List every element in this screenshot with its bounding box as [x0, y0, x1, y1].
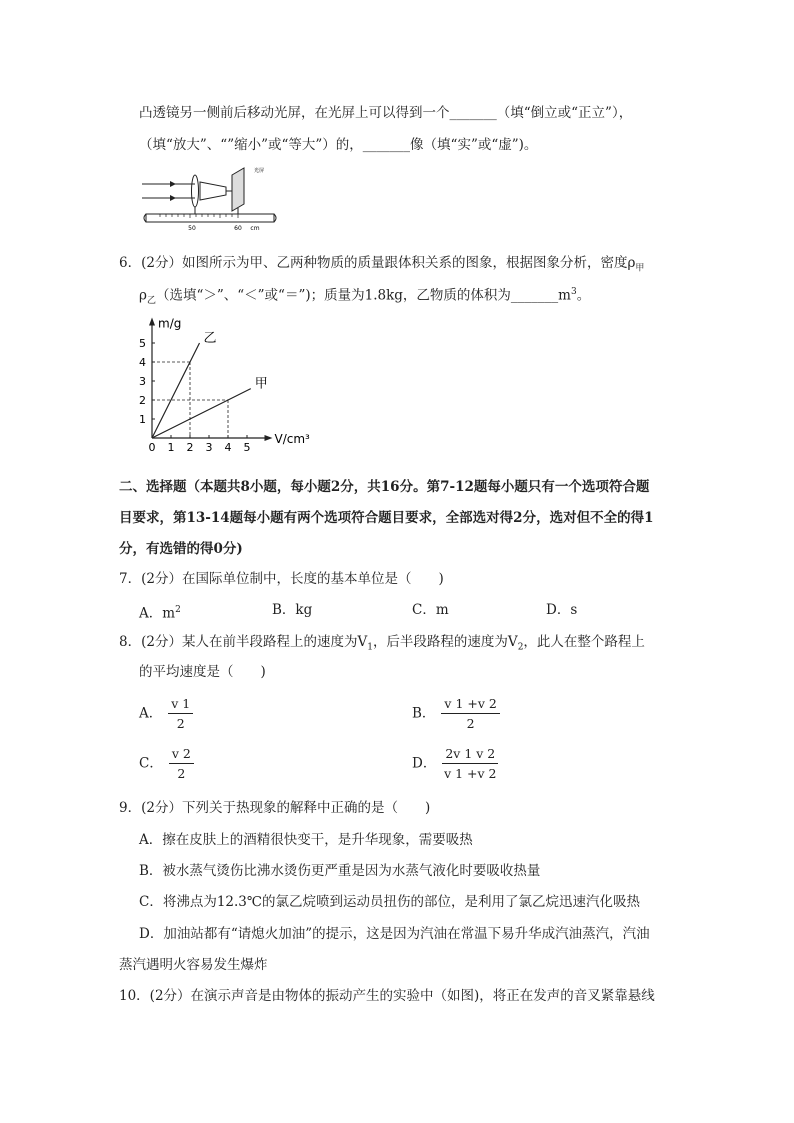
- section2-line1: 二、选择题（本题共8小题，每小题2分，共16分。第7-12题每小题只有一个选项符合题: [119, 479, 650, 495]
- q8-option-d: D． $\frac{2v 1 v 2}{v 1 +v 2}$: [412, 746, 497, 781]
- convex-lens-icon: [192, 175, 199, 207]
- y-axis-arrow: [149, 318, 155, 326]
- series-label-乙: 乙: [203, 331, 217, 346]
- light-screen-icon: [232, 168, 244, 211]
- q5-line1: 凸透镜另一侧前后移动光屏，在光屏上可以得到一个_______（填“倒立或“正立”），: [139, 105, 633, 121]
- q8-option-a: A． $\frac{v 1}{2}$: [139, 696, 193, 732]
- x-axis-label: V/cm³: [274, 432, 310, 446]
- x-tick-label: 3: [205, 441, 213, 454]
- y-tick-label: 4: [139, 356, 146, 369]
- section2-line2: 目要求，第13-14题每小题有两个选项符合题目要求，全部选对得2分，选对但不全的得1: [119, 510, 654, 526]
- q10-stem: 10．(2分）在演示声音是由物体的振动产生的实验中（如图)，将正在发声的音叉紧靠悬线: [119, 988, 655, 1004]
- tick-60: 60: [234, 225, 242, 232]
- q9-option-b: B．被水蒸气烫伤比沸水烫伤更严重是因为水蒸气液化时要吸收热量: [139, 863, 541, 879]
- q7-option-b: B．kg: [272, 602, 313, 618]
- q9-option-d-line2: 蒸汽遇明火容易发生爆炸: [119, 957, 268, 973]
- q9-option-c: C．将沸点为12.3℃的氯乙烷喷到运动员扭伤的部位，是利用了氯乙烷迅速汽化吸热: [139, 894, 640, 910]
- q7-option-d: D．s: [546, 602, 578, 618]
- q9-option-a: A．擦在皮肤上的酒精很快变干，是升华现象，需要吸热: [139, 832, 473, 848]
- y-tick-label: 1: [139, 413, 146, 426]
- ruler: [146, 214, 274, 222]
- x-tick-label: 2: [186, 441, 194, 454]
- series-line-乙: [152, 343, 200, 438]
- q5-line2: （填“放大”、“”缩小”或“等大”）的，_______像（填“实”或“虚”)。: [139, 137, 538, 153]
- q7-stem: 7．(2分）在国际单位制中，长度的基本单位是（ ): [119, 571, 444, 587]
- q9-option-d-line1: D．加油站都有“请熄火加油”的提示，这是因为汽油在常温下易升华成汽油蒸汽，汽油: [139, 926, 650, 942]
- q7-option-c: C．m: [412, 602, 449, 618]
- x-tick-label: 0: [148, 441, 156, 454]
- q8-line2: 的平均速度是（ ): [139, 664, 266, 680]
- unit-cm: cm: [250, 225, 260, 232]
- q6-line1: 6．(2分）如图所示为甲、乙两种物质的质量跟体积关系的图象，根据图象分析，密度$\rho_甲$: [119, 255, 645, 274]
- q6-line2: $\rho_乙$（选填“＞”、“＜”或“＝”)；质量为1.8kg，乙物质的体积为$\_\_\_\_\_\_\_m^3$。: [139, 287, 591, 307]
- y-tick-label: 2: [139, 394, 146, 407]
- section2-line3: 分，有选错的得0分): [119, 541, 243, 557]
- x-tick-label: 1: [167, 441, 175, 454]
- x-tick-label: 4: [224, 441, 232, 454]
- y-axis-label: m/g: [158, 316, 182, 331]
- q9-stem: 9．(2分）下列关于热现象的解释中正确的是（ ): [119, 800, 431, 816]
- x-tick-label: 5: [243, 441, 251, 454]
- mass-volume-chart: [128, 310, 310, 460]
- optical-bench-figure: [140, 160, 280, 232]
- q8-option-b: B． $\frac{v 1 +v 2}{2}$: [412, 696, 500, 732]
- screen-label: 光屏: [254, 168, 265, 174]
- y-tick-label: 5: [139, 337, 146, 350]
- series-label-甲: 甲: [254, 376, 268, 392]
- x-axis-arrow: [265, 435, 273, 441]
- tick-50: 50: [188, 225, 196, 232]
- q8-option-c: C． $\frac{v 2}{2}$: [139, 746, 194, 782]
- q8-line1: 8．(2分）某人在前半段路程上的速度为$V_1$，后半段路程的速度为$V_2$，此人在整个路程上: [119, 634, 645, 653]
- series-line-甲: [152, 389, 251, 438]
- y-tick-label: 3: [139, 375, 146, 388]
- q7-option-a: A．$m^2$: [139, 605, 181, 622]
